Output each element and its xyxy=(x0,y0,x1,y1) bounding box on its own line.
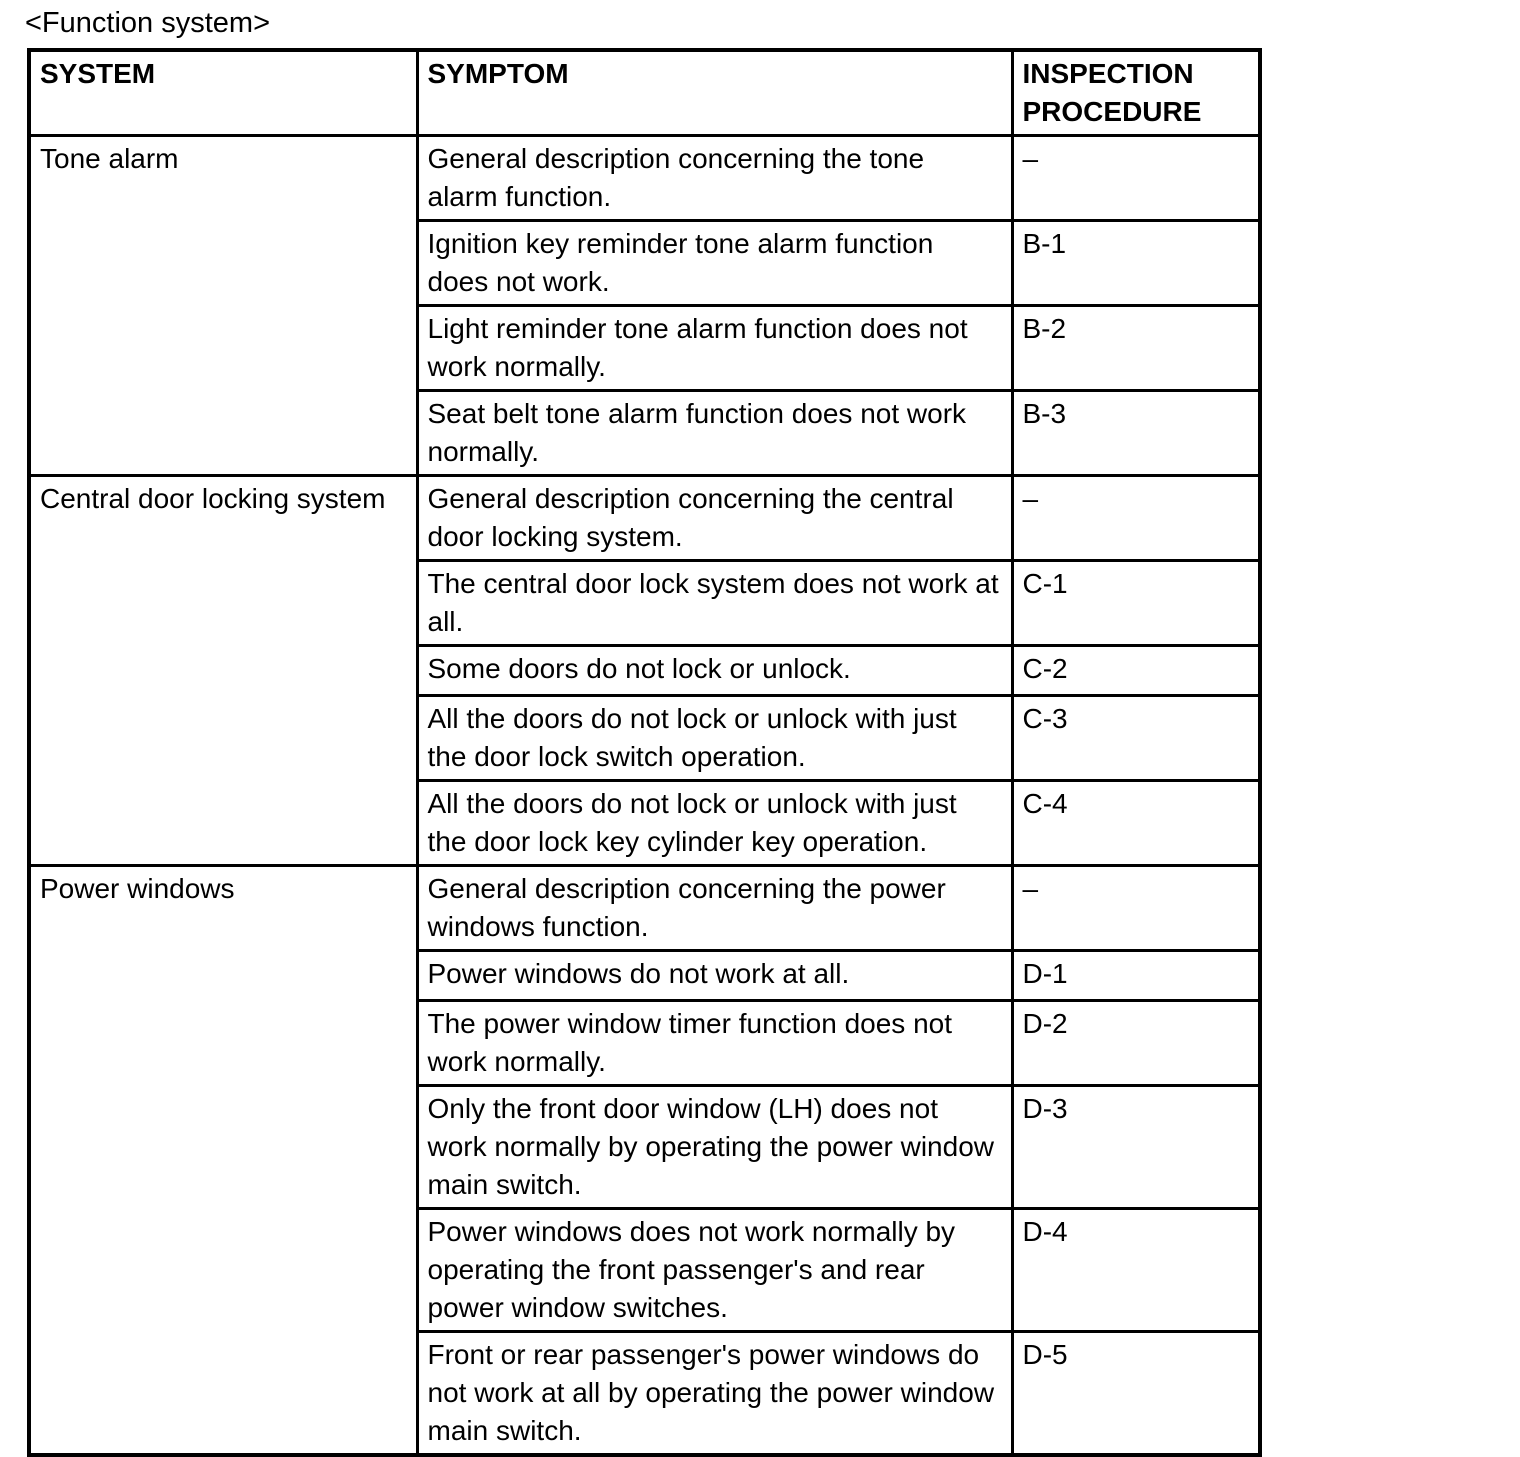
symptom-cell: Front or rear passenger's power windows do not work at all by operating the power window main switch. xyxy=(417,1332,1012,1456)
procedure-cell: C-4 xyxy=(1012,781,1260,866)
column-header-inspection-procedure: INSPECTION PROCEDURE xyxy=(1012,50,1260,136)
procedure-cell: C-1 xyxy=(1012,561,1260,646)
function-system-table xyxy=(27,48,1262,1457)
symptom-cell: Power windows do not work at all. xyxy=(417,951,1012,1001)
table-header-row xyxy=(29,50,1260,136)
procedure-cell: – xyxy=(1012,866,1260,951)
symptom-cell: Light reminder tone alarm function does not work normally. xyxy=(417,306,1012,391)
procedure-cell: – xyxy=(1012,476,1260,561)
procedure-cell: C-3 xyxy=(1012,696,1260,781)
symptom-cell: General description concerning the central door locking system. xyxy=(417,476,1012,561)
system-cell-central-door-locking: Central door locking system xyxy=(29,476,417,866)
procedure-cell: D-3 xyxy=(1012,1086,1260,1209)
system-cell-power-windows: Power windows xyxy=(29,866,417,1456)
procedure-cell: B-3 xyxy=(1012,391,1260,476)
system-cell-tone-alarm: Tone alarm xyxy=(29,136,417,476)
symptom-cell: Only the front door window (LH) does not work normally by operating the power window main switch. xyxy=(417,1086,1012,1209)
symptom-cell: General description concerning the tone alarm function. xyxy=(417,136,1012,221)
symptom-cell: All the doors do not lock or unlock with just the door lock key cylinder key operation. xyxy=(417,781,1012,866)
procedure-cell: D-4 xyxy=(1012,1209,1260,1332)
table-row xyxy=(29,136,1260,221)
symptom-cell: Some doors do not lock or unlock. xyxy=(417,646,1012,696)
column-header-symptom: SYMPTOM xyxy=(417,50,1012,136)
symptom-cell: General description concerning the power windows function. xyxy=(417,866,1012,951)
procedure-cell: B-2 xyxy=(1012,306,1260,391)
symptom-cell: Power windows does not work normally by operating the front passenger's and rear power window switches. xyxy=(417,1209,1012,1332)
procedure-cell: – xyxy=(1012,136,1260,221)
symptom-cell: The central door lock system does not work at all. xyxy=(417,561,1012,646)
procedure-cell: D-5 xyxy=(1012,1332,1260,1456)
table-row xyxy=(29,476,1260,561)
table-row xyxy=(29,866,1260,951)
procedure-cell: D-2 xyxy=(1012,1001,1260,1086)
symptom-cell: Ignition key reminder tone alarm function does not work. xyxy=(417,221,1012,306)
symptom-cell: All the doors do not lock or unlock with just the door lock switch operation. xyxy=(417,696,1012,781)
symptom-cell: Seat belt tone alarm function does not work normally. xyxy=(417,391,1012,476)
procedure-cell: C-2 xyxy=(1012,646,1260,696)
procedure-cell: B-1 xyxy=(1012,221,1260,306)
symptom-cell: The power window timer function does not work normally. xyxy=(417,1001,1012,1086)
procedure-cell: D-1 xyxy=(1012,951,1260,1001)
column-header-system: SYSTEM xyxy=(29,50,417,136)
page-title: <Function system> xyxy=(25,7,270,39)
